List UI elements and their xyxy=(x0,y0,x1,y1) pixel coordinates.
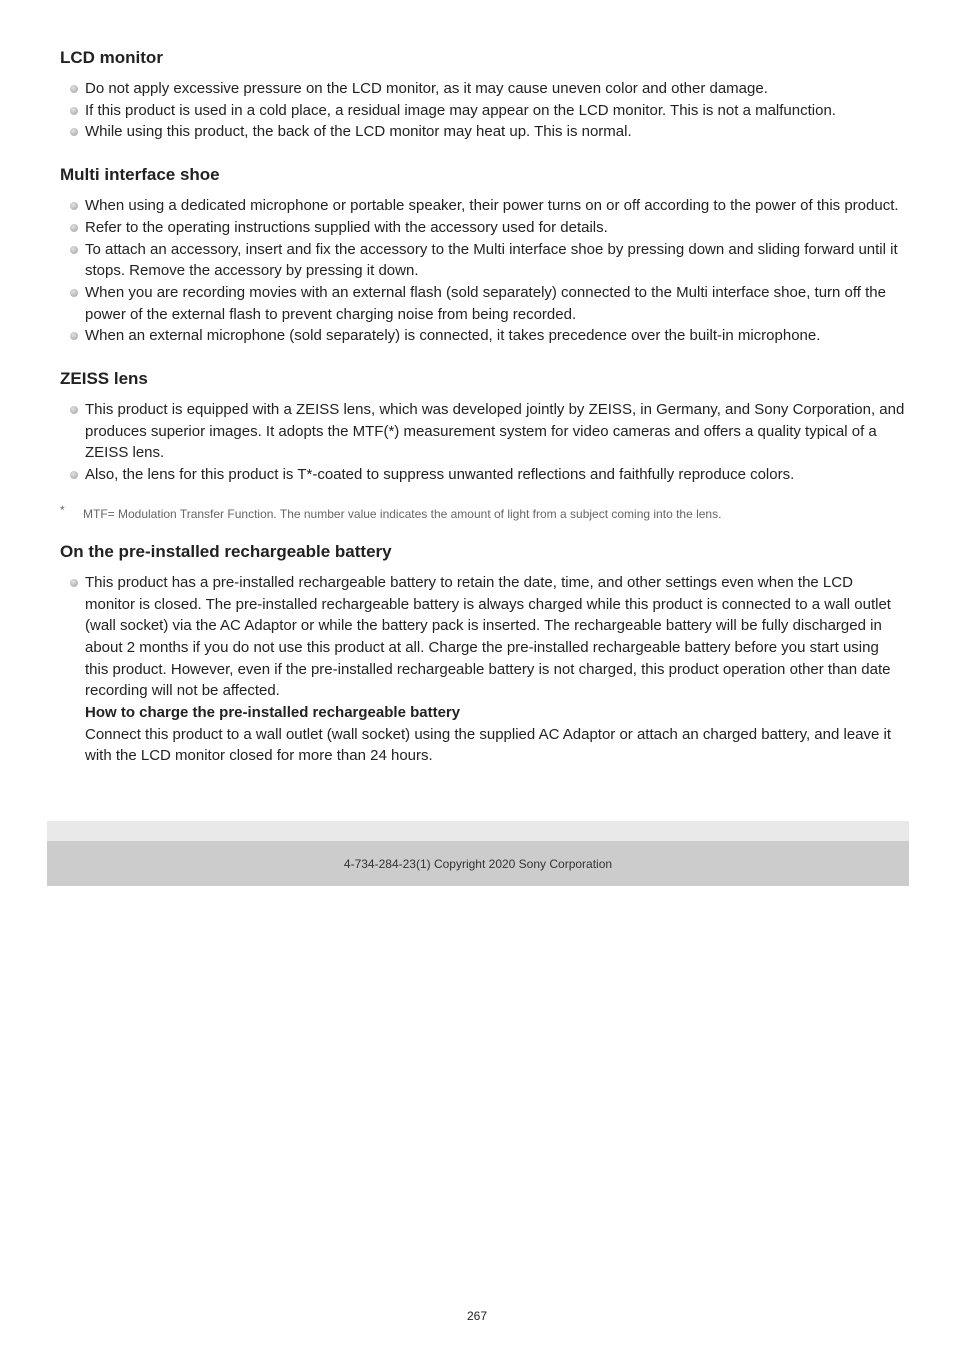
section-title: LCD monitor xyxy=(60,48,163,67)
document-body xyxy=(60,47,905,767)
bullet-list xyxy=(60,572,905,767)
footnote-text: MTF= Modulation Transfer Function. The number value indicates the amount of light from a subject coming into the lens. xyxy=(83,506,722,521)
section-rechargeable-battery xyxy=(60,541,905,767)
section-title: On the pre-installed rechargeable battery xyxy=(60,541,392,561)
footnote-mark: * xyxy=(60,502,65,517)
bullet-icon xyxy=(70,202,78,210)
section-title: ZEISS lens xyxy=(60,369,148,389)
bullet-icon xyxy=(70,406,78,414)
footer-band xyxy=(47,821,909,841)
sub-heading: How to charge the pre-installed rechargeable battery xyxy=(85,704,461,722)
bullet-icon xyxy=(70,332,78,340)
bullet-list xyxy=(60,399,905,486)
bullet-icon xyxy=(70,289,78,297)
bullet-list xyxy=(60,195,905,347)
bullet-icon xyxy=(70,246,78,254)
bullet-icon xyxy=(70,579,78,587)
section-zeiss-lens xyxy=(60,368,905,522)
list-item: Also, the lens for this product is T*-coated to suppress unwanted reflections and faithfully reproduce colors. xyxy=(60,464,905,486)
list-item: While using this product, the back of the LCD monitor may heat up. This is normal. xyxy=(60,121,905,143)
bullet-icon xyxy=(70,107,78,115)
section-title: Multi interface shoe xyxy=(60,165,220,185)
list-item: Refer to the operating instructions supplied with the accessory used for details. xyxy=(60,217,905,239)
copyright-text: 4-734-284-23(1) Copyright 2020 Sony Corporation xyxy=(343,856,613,871)
list-item: Do not apply excessive pressure on the LCD monitor, as it may cause uneven color and other damage. xyxy=(60,78,905,100)
list-item: This product has a pre-installed rechargeable battery to retain the date, time, and other settings even when the LCD monitor is closed. The pre-installed rechargeable battery is always charged while this product is connected to a wall outlet (wall socket) via the AC Adaptor or while the battery pack is inserted. The rechargeable battery will be fully discharged in about 2 months if you do not use this product at all. Charge the pre-installed rechargeable battery before you start using this product. However, even if the pre-installed rechargeable battery is not charged, this product operation other than date recording will not be affected. How to charge the pre-installed rechargeable battery Connect this product to a wall outlet (wall socket) using the supplied AC Adaptor or attach an charged battery, and leave it with the LCD monitor closed for more than 24 hours. xyxy=(60,572,905,767)
list-item: When using a dedicated microphone or portable speaker, their power turns on or off according to the power of this product. xyxy=(60,195,905,217)
list-item: When you are recording movies with an external flash (sold separately) connected to the Multi interface shoe, turn off the power of the external flash to prevent charging noise from being recorded. xyxy=(60,282,905,325)
section-multi-interface-shoe xyxy=(60,164,905,347)
footnote xyxy=(60,502,905,522)
section-lcd-monitor xyxy=(60,47,905,143)
bullet-list xyxy=(60,78,905,143)
bullet-icon xyxy=(70,128,78,136)
bullet-icon xyxy=(70,85,78,93)
list-item: To attach an accessory, insert and fix the accessory to the Multi interface shoe by pressing down and sliding forward until it stops. Remove the accessory by pressing it down. xyxy=(60,239,905,282)
list-item: If this product is used in a cold place, a residual image may appear on the LCD monitor. This is not a malfunction. xyxy=(60,100,905,122)
bullet-icon xyxy=(70,471,78,479)
sub-text: Connect this product to a wall outlet (wall socket) using the supplied AC Adaptor or attach an charged battery, and leave it with the LCD monitor closed for more than 24 hours. xyxy=(85,725,892,765)
list-item: When an external microphone (sold separately) is connected, it takes precedence over the built-in microphone. xyxy=(60,325,905,347)
footer-bar xyxy=(47,841,909,886)
bullet-icon xyxy=(70,224,78,232)
list-item: This product is equipped with a ZEISS lens, which was developed jointly by ZEISS, in Germany, and Sony Corporation, and produces superior images. It adopts the MTF(*) measurement system for video cameras and offers a quality typical of a ZEISS lens. xyxy=(60,399,905,464)
page-number: 267 xyxy=(466,1309,488,1323)
